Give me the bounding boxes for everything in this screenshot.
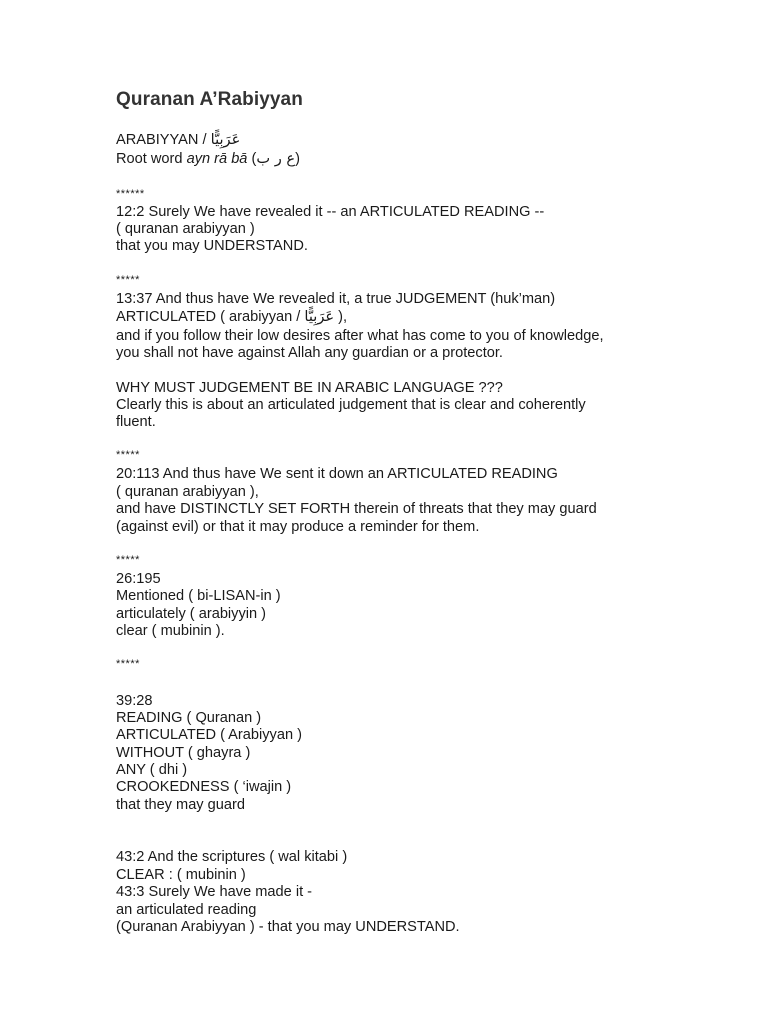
verse-13-37-prefix: ARTICULATED ( arabiyyan /	[116, 309, 305, 325]
verse-12-2-line: ( quranan arabiyyan )	[116, 221, 255, 237]
root-word-arabic: ع ر ب	[256, 150, 296, 167]
verse-39-28-line: ARTICULATED ( Arabiyyan )	[116, 727, 302, 743]
verse-39-28-line: WITHOUT ( ghayra )	[116, 745, 251, 761]
verse-43-line: 43:3 Surely We have made it -	[116, 884, 313, 900]
commentary-line: Clearly this is about an articulated judgement that is clear and coherently	[116, 397, 586, 413]
verse-13-37-suffix: ),	[334, 309, 348, 325]
separator: *****	[116, 274, 140, 286]
verse-12-2-line: that you may UNDERSTAND.	[116, 238, 308, 254]
verse-39-28-line: 39:28	[116, 693, 153, 709]
verse-26-195-line: Mentioned ( bi-LISAN-in )	[116, 588, 281, 604]
separator: *****	[116, 658, 140, 670]
arabiyyan-line	[116, 131, 240, 149]
verse-26-195-line: clear ( mubinin ).	[116, 623, 225, 639]
verse-39-28-line: ANY ( dhi )	[116, 762, 188, 778]
verse-39-28-line: CROOKEDNESS ( ‘iwajin )	[116, 779, 292, 795]
root-word-translit: ayn rā bā	[186, 151, 248, 167]
separator: *****	[116, 554, 140, 566]
verse-13-37-line: 13:37 And thus have We revealed it, a true JUDGEMENT (huk’man)	[116, 291, 556, 307]
question-heading: WHY MUST JUDGEMENT BE IN ARABIC LANGUAGE ???	[116, 380, 503, 396]
verse-13-37-line: and if you follow their low desires after what has come to you of knowledge,	[116, 328, 604, 344]
verse-26-195-line: articulately ( arabiyyin )	[116, 606, 267, 622]
verse-43-line: CLEAR : ( mubinin )	[116, 867, 246, 883]
separator: ******	[116, 188, 145, 200]
verse-43-line: (Quranan Arabiyyan ) - that you may UNDERSTAND.	[116, 919, 460, 935]
root-word-line	[116, 150, 300, 168]
root-word-close: )	[295, 151, 301, 167]
commentary-line: fluent.	[116, 414, 156, 430]
verse-39-28-line: that they may guard	[116, 797, 245, 813]
verse-20-113-line: ( quranan arabiyyan ),	[116, 484, 259, 500]
root-word-prefix: Root word	[116, 151, 187, 167]
root-word-open: (	[247, 151, 257, 167]
verse-20-113-line: 20:113 And thus have We sent it down an ARTICULATED READING	[116, 466, 558, 482]
page-title: Quranan A’Rabiyyan	[116, 89, 303, 110]
verse-43-line: an articulated reading	[116, 902, 257, 918]
verse-12-2-line: 12:2 Surely We have revealed it -- an ARTICULATED READING --	[116, 204, 545, 220]
verse-39-28-line: READING ( Quranan )	[116, 710, 262, 726]
verse-13-37-line	[116, 308, 347, 326]
verse-26-195-line: 26:195	[116, 571, 161, 587]
separator: *****	[116, 449, 140, 461]
arabiyyan-prefix: ARABIYYAN /	[116, 132, 211, 148]
verse-20-113-line: (against evil) or that it may produce a reminder for them.	[116, 519, 480, 535]
arabiyyan-arabic: عَرَبِيًّا	[210, 131, 241, 148]
verse-20-113-line: and have DISTINCTLY SET FORTH therein of threats that they may guard	[116, 501, 597, 517]
verse-43-line: 43:2 And the scriptures ( wal kitabi )	[116, 849, 348, 865]
verse-13-37-arabic: عَرَبِيًّا	[304, 308, 335, 325]
verse-13-37-line: you shall not have against Allah any guardian or a protector.	[116, 345, 503, 361]
